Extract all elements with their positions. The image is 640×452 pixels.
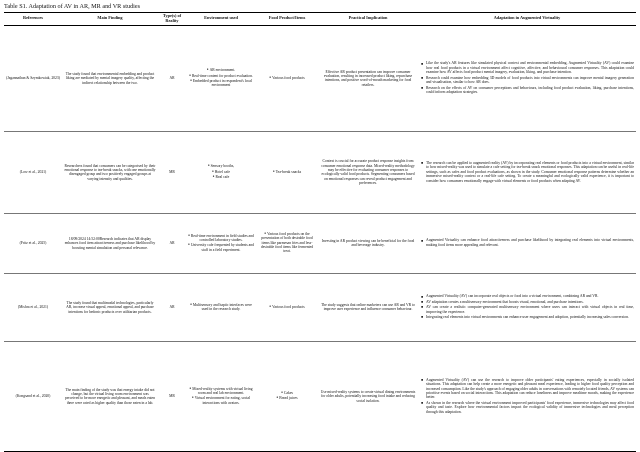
finding-cell: The main finding of the study was that energy intake did not change, but the virtual living room environment was perceived to be more energetic and pleasant, and meals eaten there were rated as higher quality than those eaten in a lab. (62, 341, 158, 451)
environment-item: ● AR environment. (188, 68, 254, 72)
environment-item: ● Real cafe (188, 175, 254, 179)
practical-cell: Effective AR product presentation can improve consumer evaluation, resulting in increased product liking, repurchase intentions, and positive word-of-mouth marketing for food retailers. (318, 25, 418, 131)
reality-type-cell: AR (158, 25, 186, 131)
finding-cell: The study found that multimodal technologies, particularly AR, increase visual appeal, emotional appeal, and purchase intentions for hedonic products over utilitarian products. (62, 273, 158, 341)
table-row (4, 213, 636, 273)
adaptation-cell (418, 213, 636, 273)
table-row (4, 341, 636, 451)
food-item: ● Various food products (258, 76, 316, 80)
food-cell (256, 341, 318, 451)
adaptation-item: ■ Augmented Virtuality (AV) can use the research to improve older participants' eating experiences, especially in socially isolated situations. This adaptation can help create a more energetic and pleasant meal experience, leading to higher food quality perception and increased consumption. Like the study's approach of engaging older adults in conversations with remotely located friends, AV systems can prioritise events based on social interactions. This adaptation can reduce loneliness and improve mealtime moods, making the experience better. (426, 378, 634, 400)
reference-cell: (Jagannathan & Szymkowiak, 2023) (4, 25, 62, 131)
table-row (4, 131, 636, 213)
food-item: ● Various food products (258, 305, 316, 309)
environment-item: ● Mixed-reality systems with virtual living room and real lab environment. (188, 387, 254, 396)
header-food-product: Food Product/Items (256, 13, 318, 26)
environment-cell (186, 25, 256, 131)
adaptation-item: ■ AV adaptation creates a multisensory environment that boosts visual, emotional, and purchase intentions. (426, 300, 634, 304)
environment-item: ● Real-time environment in field studies and controlled laboratory studies. (188, 234, 254, 243)
food-cell (256, 213, 318, 273)
environment-item: ● Embedded product in respondent's local environment (188, 79, 254, 88)
header-references: References (4, 13, 62, 26)
adaptation-item: ■ Research could examine how embedding 3D models of food products into virtual environments can improve mental imagery generation and visualisation, similar to how AR does. (426, 76, 634, 85)
finding-cell: 18/09/2024 14:52:00Research indicates that AR display enhances food item attractiveness and purchase likelihood by boosting mental simulation and personal relevance. (62, 213, 158, 273)
adaptation-item: ■ As shown in the research where the virtual environment improved participants' food experience, immersive technologies may affect food quality and taste. Explore how environmental factors impact the ecological validity of immersive technologies and meal perception through this adaptation. (426, 401, 634, 414)
adaptation-item: ■ AV can create a realistic computer-generated multisensory environment where users can interact with virtual objects in real time, improving the experience. (426, 305, 634, 314)
environment-cell (186, 131, 256, 213)
adaptation-cell (418, 273, 636, 341)
reference-cell: (Kongsand et al., 2020) (4, 341, 62, 451)
environment-item: ● Sensory booths, (188, 164, 254, 168)
reality-type-cell: MR (158, 341, 186, 451)
environment-cell (186, 273, 256, 341)
environment-cell (186, 341, 256, 451)
table-row (4, 25, 636, 131)
table-caption: Table S1. Adaptation of AV in AR, MR and VR studies (4, 3, 141, 10)
adaptation-cell (418, 25, 636, 131)
header-practical-implication: Practical Implication (318, 13, 418, 26)
reference-cell: (Low et al., 2021) (4, 131, 62, 213)
adaptation-item: ■ The research can be applied to augmented reality (AV) by incorporating real elements or food products into a virtual environment, similar to how mixed-reality was used to simulate a cafe setting for tea-break snack emotional responses. This adaptation can be useful in real-life settings, such as cafes and food product evaluations, as shown in the study. Consumer emotional response patterns determine whether an immersive mixed-reality context or a real-life cafe setting. To create a meaningful and ecologically valid experience, it is important to consider how consumers emotionally engage with virtual elements or food products when adapting AV. (426, 161, 634, 183)
environment-item: ● Multisensory and haptic interfaces were used in the research study. (188, 303, 254, 312)
environment-item: ● Virtual environment for eating, social interactions with avatars. (188, 396, 254, 405)
food-cell (256, 25, 318, 131)
adaptation-item: ■ Like the study's AR features like simulated physical context and environmental embedding, Augmented Virtuality (AV) could examine how real food products in a virtual environment affect cognitive, affective, and behavioural consumer responses. This adaptation could examine how AV affects food product mental imagery, evaluation, liking, and purchase intention. (426, 61, 634, 74)
table-row (4, 273, 636, 341)
food-item: ● Tea-break snacks (258, 170, 316, 174)
adaptation-table (4, 12, 636, 452)
food-cell (256, 273, 318, 341)
adaptation-cell (418, 131, 636, 213)
food-item: ● Bread juices (258, 396, 316, 400)
header-environment: Environment used (186, 13, 256, 26)
table-header-row (4, 13, 636, 26)
finding-cell: The study found that environmental embedding and product liking are mediated by mental imagery quality, affecting the indirect relationship between the two. (62, 25, 158, 131)
food-item: ● Cakes (258, 391, 316, 395)
practical-cell: Investing in AR product viewing can be beneficial for the food and beverage industry. (318, 213, 418, 273)
environment-cell (186, 213, 256, 273)
reality-type-cell: AR (158, 213, 186, 273)
adaptation-cell (418, 341, 636, 451)
practical-cell: Context is crucial for accurate product response insights from consumer emotional response data. Mixed-reality methodology may be effective for evaluating consumer responses to ecologically valid food products. Segmenting consumers based on emotional responses can reveal product engagement and preferences. (318, 131, 418, 213)
adaptation-item: ■ Augmented Virtuality can enhance food attractiveness and purchase likelihood by integrating real elements into virtual environments, making food items more appealing and relevant. (426, 238, 634, 247)
finding-cell: Researchers found that consumers can be categorised by their emotional response to tea-break snacks, with one emotionally disengaged group and two positively engaged groups at varying intensity and qualities. (62, 131, 158, 213)
adaptation-item: ■ Augmented Virtuality (AV) can incorporate real objects or food into a virtual environment, combining AR and VR. (426, 294, 634, 298)
food-item: ● Various food products on the presentation of both desirable food items like parmesan fries and less-desirable food items like fermented treat. (258, 232, 316, 254)
reality-type-cell: AR (158, 273, 186, 341)
environment-item: ● University cafe frequented by students and staff in a field experiment. (188, 243, 254, 252)
header-main-finding: Main Finding (62, 13, 158, 26)
practical-cell: Use mixed-reality systems to create virtual dining environments for older adults, potentially increasing food intake and reducing social isolation. (318, 341, 418, 451)
food-cell (256, 131, 318, 213)
header-reality-type: Type(s) of Reality (158, 13, 186, 26)
adaptation-item: ■ Integrating real elements into virtual environments can enhance user engagement and adoption, potentially increasing sales conversion. (426, 315, 634, 319)
header-adaptation: Adaptation in Augmented Virtuality (418, 13, 636, 26)
environment-item: ● Real-time content for product evaluation. (188, 74, 254, 78)
practical-cell: The study suggests that online marketers can use AR and VR to improve user experience and influence consumer behaviour. (318, 273, 418, 341)
reference-cell: (Mishra et al., 2021) (4, 273, 62, 341)
adaptation-item: ■ Research on the effects of AV on consumer perceptions and behaviours, including food product evaluation, liking, purchase intentions, could inform adaptation strategies. (426, 86, 634, 95)
reference-cell: (Fritz et al., 2025) (4, 213, 62, 273)
reality-type-cell: MR (158, 131, 186, 213)
environment-item: ● Hotel cafe (188, 170, 254, 174)
